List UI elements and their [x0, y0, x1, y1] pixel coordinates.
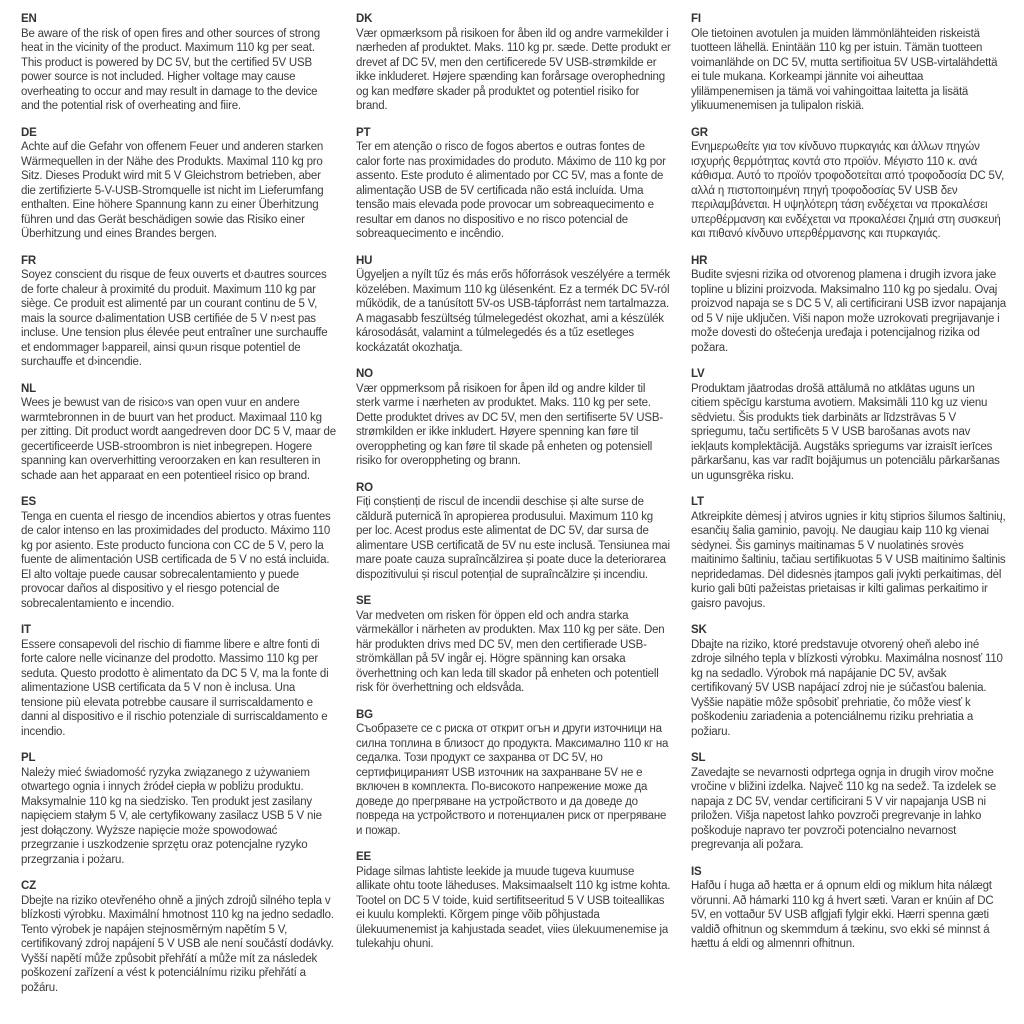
lang-text-lv: Produktam jāatrodas drošā attālumā no atklātas uguns un citiem spēcīgu karstuma avotiem. Maksimāli 110 kg uz vienu sēdvietu. Šis produkts tiek darbināts ar līdzstrāvas 5 V spriegumu, taču sertificēts 5 V USB barošanas avots nav iekļauts komplektācijā. Augstāks spriegums var izraisīt ierīces pārkaršanu, kas var radīt bojājumus un potenciālu pārkaršanas un ugunsgrēka risku.: [691, 382, 1000, 482]
column-1: [21, 12, 336, 1024]
lang-code-fr: FR: [21, 254, 36, 267]
lang-code-dk: DK: [356, 13, 373, 25]
lang-text-pl: Należy mieć świadomość ryzyka związanego z używaniem otwartego ognia i innych źródeł ciepła w pobliżu produktu. Maksymalnie 110 kg na siedzisko. Ten produkt jest zasilany napięciem stałym 5 V, ale certyfikowany zasilacz USB 5 V nie jest dołączony. Wyższe napięcie może spowodować przegrzanie i uszkodzenie sprzętu oraz potencjalne ryzyko przegrzania i pożaru.: [21, 766, 322, 866]
lang-text-bg: Съобразете се с риска от открит огън и други източници на силна топлина в близост до продукта. Максимално 110 кг на седалка. Този продукт се захранва от DC 5V, но сертифицираният USB източник на захранване 5V не е включен в комплекта. По-високото напрежение може да доведе до прегряване на устройството и да доведе до повреда на устройството и потенциален риск от прегряване и пожар.: [356, 723, 669, 837]
lang-text-it: Essere consapevoli del rischio di fiamme libere e altre fonti di forte calore nelle vicinanze del prodotto. Massimo 110 kg per seduta. Questo prodotto è alimentato da DC 5 V, ma la fonte di alimentazione USB certificata da 5 V non è inclusa. Una tensione più elevata potrebbe causare il surriscaldamento e danni al dispositivo e il rischio potenziale di surriscaldamento e incendio.: [21, 638, 329, 738]
lang-code-lt: LT: [691, 496, 704, 508]
section-se: [356, 594, 671, 696]
lang-code-hu: HU: [356, 254, 373, 267]
section-es: [21, 495, 336, 611]
section-hr: [691, 254, 1006, 356]
lang-text-en: Be aware of the risk of open fires and other sources of strong heat in the vicinity of the product. Maximum 110 kg per seat. This product is powered by DC 5V, but the certified 5V USB power source is not included. Higher voltage may cause overheating to occur and may result in damage to the device and the potential risk of overheating and fiire.: [21, 27, 320, 112]
lang-code-de: DE: [21, 126, 37, 139]
section-fr: [21, 254, 336, 370]
lang-code-se: SE: [356, 595, 371, 607]
lang-text-ro: Fiți conștienți de riscul de incendii deschise și alte surse de căldură puternică în apropierea produsului. Maximum 110 kg per loc. Acest produs este alimentat de DC 5V, dar sursa de alimentare USB certificată de 5V nu este inclusă. Tensiunea mai mare poate cauza supraîncălzirea și poate duce la deteriorarea dispozitivului și riscul potențial de supraîncălzire și incendiu.: [356, 496, 670, 581]
section-bg: [356, 708, 671, 839]
lang-code-lv: LV: [691, 368, 705, 380]
lang-text-gr: Ενημερωθείτε για τον κίνδυνο πυρκαγιάς και άλλων πηγών ισχυρής θερμότητας κοντά στο προϊόν. Μέγιστο 110 κ. ανά κάθισμα. Αυτό το προϊόν τροφοδοτείται από τροφοδοσία DC 5V, αλλά η πιστοποιημένη πηγή τροφοδοσίας 5V USB δεν περιλαμβάνεται. Η υψηλότερη τάση ενδέχεται να προκαλέσει υπερθέρμανση και ενδέχεται να προκαλέσει ζημιά στη συσκευή και πιθανό κίνδυνο υπερθέρμανσης και πυρκαγιάς.: [691, 141, 1005, 240]
lang-text-nl: Wees je bewust van de risico›s van open vuur en andere warmtebronnen in de buurt van het product. Maximaal 110 kg per zitting. Dit product wordt aangedreven door DC 5 V, maar de gecertificeerde USB-stroombron is niet inbegrepen. Hogere spanning kan oververhitting veroorzaken en kan resulteren in schade aan het apparaat en een potentieel risico op brand.: [21, 397, 336, 482]
section-is: [691, 865, 1006, 952]
lang-text-lt: Atkreipkite dėmesį į atviros ugnies ir kitų stiprios šilumos šaltinių, esančių šalia gaminio, pavojų. Ne daugiau kaip 110 kg vienai sėdynei. Šis gaminys maitinamas 5 V nuolatinės srovės maitinimo šaltiniu, tačiau sertifikuotas 5 V USB maitinimo šaltinis nepridedamas. Dėl didesnės įtampos gali įvykti perkaitimas, dėl kurio gali būti pažeistas prietaisas ir kilti galimas perkaitimo ir gaisro pavojus.: [691, 510, 1006, 610]
lang-text-es: Tenga en cuenta el riesgo de incendios abiertos y otras fuentes de calor intenso en las proximidades del producto. Máximo 110 kg por asiento. Este producto funciona con CC de 5 V, pero la fuente de alimentación USB certificada de 5 V no está incluida. El alto voltaje puede causar sobrecalentamiento y puede provocar daños al dispositivo y el riesgo potencial de sobrecalentamiento e incendio.: [21, 510, 331, 610]
column-3: [691, 12, 1006, 1024]
section-cz: [21, 879, 336, 995]
section-en: [21, 12, 336, 114]
lang-code-pl: PL: [21, 752, 36, 764]
lang-code-sl: SL: [691, 752, 706, 764]
section-dk: [356, 12, 671, 114]
section-hu: [356, 254, 671, 356]
lang-text-no: Vær oppmerksom på risikoen for åpen ild og andre kilder til sterk varme i nærheten av produktet. Maks. 110 kg per sete. Dette produktet drives av DC 5V, men den sertifiserte 5V USB-strømkilden er ikke inkludert. Høyere spenning kan føre til overoppheting og kan føre til skade på enheten og potensiell risiko for overoppheting og brann.: [356, 382, 663, 467]
lang-text-se: Var medveten om risken för öppen eld och andra starka värmekällor i närheten av produkten. Max 110 kg per säte. Den här produkten drivs med DC 5V, men den certifierade USB-strömkällan på 5V ingår ej. Högre spänning kan orsaka överhettning och kan leda till skador på enheten och potentiell risk för överhettning och eldsvåda.: [356, 609, 665, 694]
lang-text-fi: Ole tietoinen avotulen ja muiden lämmönlähteiden riskeistä tuotteen lähellä. Enintään 110 kg per istuin. Tämän tuotteen voimanlähde on DC 5V, mutta sertifioitua 5V USB-virtalähdettä ei tule mukana. Korkeampi jännite voi aiheuttaa ylilämpenemisen ja tämä voi vahingoittaa laitetta ja lisätä ylikuumenemisen ja tulipalon riskiä.: [691, 27, 998, 112]
section-gr: [691, 126, 1006, 242]
section-nl: [21, 382, 336, 484]
lang-code-fi: FI: [691, 13, 701, 25]
column-2: [356, 12, 671, 1024]
section-ee: [356, 850, 671, 952]
lang-text-cz: Dbejte na riziko otevřeného ohně a jiných zdrojů silného tepla v blízkosti výrobku. Maximální hmotnost 110 kg na jedno sedadlo. Tento výrobek je napájen stejnosměrným napětím 5 V, certifikovaný zdroj napájení 5 V USB ale není součástí dodávky. Vyšší napětí může způsobit přehřátí a může mít za následek poškození zařízení a vést k potenciálnímu riziku přehřátí a požáru.: [21, 894, 334, 994]
section-sl: [691, 751, 1006, 853]
section-lv: [691, 367, 1006, 483]
lang-code-is: IS: [691, 865, 702, 878]
lang-text-hr: Budite svjesni rizika od otvorenog plamena i drugih izvora jake topline u blizini proizvoda. Maksimalno 110 kg po sjedalu. Ovaj proizvod napaja se s DC 5 V, ali certificirani USB izvor napajanja od 5 V nije uključen. Viši napon može uzrokovati pregrijavanje i može dovesti do oštećenja uređaja i potencijalnog rizika od požara.: [691, 269, 1006, 354]
lang-code-gr: GR: [691, 126, 708, 139]
lang-code-sk: SK: [691, 624, 707, 636]
section-lt: [691, 495, 1006, 611]
lang-code-ro: RO: [356, 481, 373, 494]
section-fi: [691, 12, 1006, 114]
lang-code-cz: CZ: [21, 880, 36, 892]
lang-code-pt: PT: [356, 126, 371, 139]
lang-code-no: NO: [356, 368, 373, 380]
lang-code-es: ES: [21, 496, 36, 508]
lang-text-ee: Pidage silmas lahtiste leekide ja muude tugeva kuumuse allikate ohtu toote läheduses. Maksimaalselt 110 kg istme kohta. Tootel on DC 5 V toide, kuid sertifitseeritud 5 V USB toiteallikas ei kuulu komplekti. Kõrgem pinge võib põhjustada ülekuumenemist ja kahjustada seadet, viies ülekuumenemise ja tulekahju ohuni.: [356, 865, 671, 950]
lang-code-ee: EE: [356, 851, 371, 863]
section-no: [356, 367, 671, 469]
lang-code-hr: HR: [691, 254, 708, 267]
lang-code-en: EN: [21, 13, 37, 25]
lang-text-pt: Ter em atenção o risco de fogos abertos e outras fontes de calor forte nas proximidades do produto. Máximo de 110 kg por assento. Este produto é alimentado por CC 5V, mas a fonte de alimentação USB de 5V certificada não está incluída. Uma tensão mais elevada pode provocar um sobreaquecimento e resultar em danos no dispositivo e no risco potencial de sobreaquecimento e incêndio.: [356, 141, 666, 240]
lang-text-dk: Vær opmærksom på risikoen for åben ild og andre varmekilder i nærheden af produktet. Maks. 110 kg pr. sæde. Dette produkt er drevet af DC 5V, men den certificerede 5V USB-strømkilde er ikke inkluderet. Højere spænding kan forårsage overophedning og kan medføre skader på produktet og potentiel risiko for brand.: [356, 27, 671, 112]
lang-text-hu: Ügyeljen a nyílt tűz és más erős hőforrások veszélyére a termék közelében. Maximum 110 kg ülésenként. Ez a termék DC 5V-ról működik, de a tanúsított 5V-os USB-tápforrást nem tartalmazza. A magasabb feszültség túlmelegedést okozhat, ami a készülék károsodását, valamint a túlmelegedés és a tűz esetleges kockázatát okozhatja.: [356, 269, 671, 354]
section-pt: [356, 126, 671, 242]
section-it: [21, 623, 336, 739]
lang-code-nl: NL: [21, 382, 36, 395]
section-de: [21, 126, 336, 242]
section-ro: [356, 481, 671, 583]
section-sk: [691, 623, 1006, 739]
lang-code-bg: BG: [356, 708, 373, 721]
lang-text-sl: Zavedajte se nevarnosti odprtega ognja in drugih virov močne vročine v bližini izdelka. Največ 110 kg na sedež. Ta izdelek se napaja z DC 5V, vendar certificirani 5 V vir napajanja USB ni priložen. Višja napetost lahko povzroči pregrevanje in lahko poškoduje napravo ter povzroči potencialno nevarnost pregrevanja ali požara.: [691, 766, 997, 851]
lang-text-fr: Soyez conscient du risque de feux ouverts et d›autres sources de forte chaleur à proximité du produit. Maximum 110 kg par siège. Ce produit est alimenté par un courant continu de 5 V, mais la source d›alimentation USB certifiée de 5 V n›est pas incluse. Une tension plus élevée peut entraîner une surchauffe et endommager l›appareil, ainsi qu›un risque potentiel de surchauffe et d›incendie.: [21, 269, 328, 368]
lang-text-is: Hafðu í huga að hætta er á opnum eldi og miklum hita nálægt vörunni. Að hámarki 110 kg á hvert sæti. Varan er knúin af DC 5V, en vottaður 5V USB aflgjafi fylgir ekki. Hærri spenna gæti valdið ofhitnun og skemmdum á tækinu, svo ekki sé minnst á hættu á eldi og almennri ofhitnun.: [691, 880, 994, 950]
section-pl: [21, 751, 336, 867]
lang-text-de: Achte auf die Gefahr von offenem Feuer und anderen starken Wärmequellen in der Nähe des Produkts. Maximal 110 kg pro Sitz. Dieses Produkt wird mit 5 V Gleichstrom betrieben, aber die zertifizierte 5-V-USB-Stromquelle ist nicht im Lieferumfang enthalten. Eine höhere Spannung kann zu einer Überhitzung führen und das Gerät beschädigen sowie das Risiko einer Überhitzung und eines Brandes bergen.: [21, 141, 324, 240]
lang-text-sk: Dbajte na riziko, ktoré predstavuje otvorený oheň alebo iné zdroje silného tepla v blízkosti výrobku. Maximálna nosnosť 110 kg na sedadlo. Výrobok má napájanie DC 5V, avšak certifikovaný 5V USB napájací zdroj nie je súčasťou balenia. Vyššie napätie môže spôsobiť prehriatie, čo môže viesť k poškodeniu zariadenia a potenciálnemu riziku prehriatia a požiaru.: [691, 638, 1003, 738]
lang-code-it: IT: [21, 624, 31, 636]
